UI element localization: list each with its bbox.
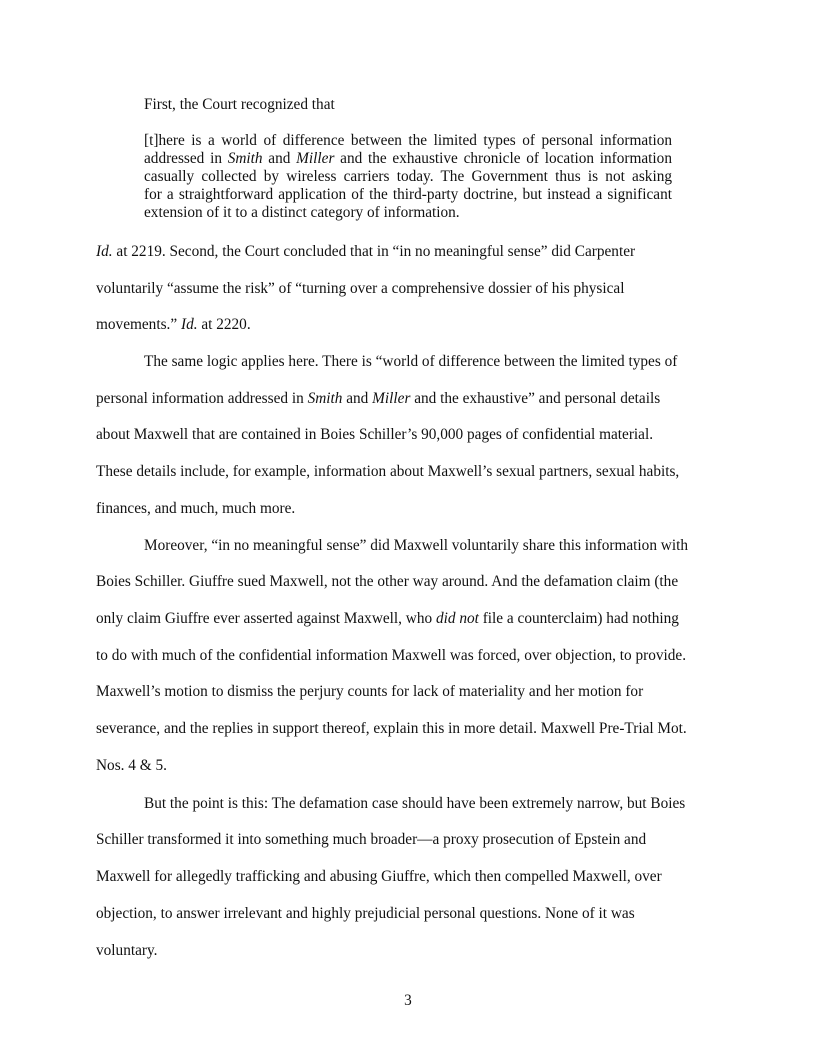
quote-line: for a straightforward application of the third-party doctrine, but instead a significant [144, 186, 672, 203]
body-line: about Maxwell that are contained in Boies Schiller’s 90,000 pages of confidential material. [96, 426, 654, 443]
body-line: finances, and much, much more. [96, 500, 296, 517]
body-line: Boies Schiller. Giuffre sued Maxwell, not the other way around. And the defamation claim (the [96, 573, 679, 590]
italic-text: Id. [180, 316, 198, 333]
body-line: Moreover, “in no meaningful sense” did Maxwell voluntarily share this information with [144, 537, 689, 554]
page-number: 3 [404, 992, 412, 1009]
body-line: The same logic applies here. There is “world of difference between the limited types of [144, 353, 678, 370]
body-line: only claim Giuffre ever asserted against Maxwell, who did not file a counterclaim) had nothing [96, 610, 679, 627]
body-line: personal information addressed in Smith and Miller and the exhaustive” and personal details [96, 390, 661, 407]
body-line: voluntarily “assume the risk” of “turning over a comprehensive dossier of his physical [96, 280, 625, 297]
body-line: But the point is this: The defamation case should have been extremely narrow, but Boies [144, 795, 686, 812]
body-line: These details include, for example, information about Maxwell’s sexual partners, sexual habits, [96, 463, 680, 480]
body-line: severance, and the replies in support thereof, explain this in more detail. Maxwell Pre-Trial Mot. [96, 720, 687, 737]
body-line: objection, to answer irrelevant and highly prejudicial personal questions. None of it was [96, 905, 635, 922]
body-line: Maxwell’s motion to dismiss the perjury counts for lack of materiality and her motion for [96, 683, 644, 700]
quote-line: addressed in Smith and Miller and the exhaustive chronicle of location information [144, 150, 672, 167]
body-line: to do with much of the confidential information Maxwell was forced, over objection, to provide. [96, 647, 687, 664]
body-line: voluntary. [96, 942, 158, 959]
body-line: Maxwell for allegedly trafficking and abusing Giuffre, which then compelled Maxwell, over [96, 868, 662, 885]
italic-text: Smith [227, 150, 263, 167]
body-line: movements.” Id. at 2220. [96, 316, 251, 333]
body-line: Nos. 4 & 5. [96, 757, 167, 774]
body-line: Id. at 2219. Second, the Court concluded that in “in no meaningful sense” did Carpenter [96, 243, 636, 260]
italic-text: Id. [96, 243, 113, 260]
quote-line: [t]here is a world of difference between the limited types of personal information [144, 132, 672, 149]
italic-text: did not [435, 610, 479, 627]
intro-text: First, the Court recognized that [144, 96, 335, 113]
italic-text: Miller [296, 150, 335, 167]
italic-text: Miller [372, 390, 411, 407]
block-quote [144, 132, 672, 222]
quote-line: extension of it to a distinct category of information. [144, 204, 460, 221]
body-line: Schiller transformed it into something much broader—a proxy prosecution of Epstein and [96, 831, 647, 848]
italic-text: Smith [307, 390, 343, 407]
quote-line: casually collected by wireless carriers today. The Government thus is not asking [144, 168, 672, 185]
